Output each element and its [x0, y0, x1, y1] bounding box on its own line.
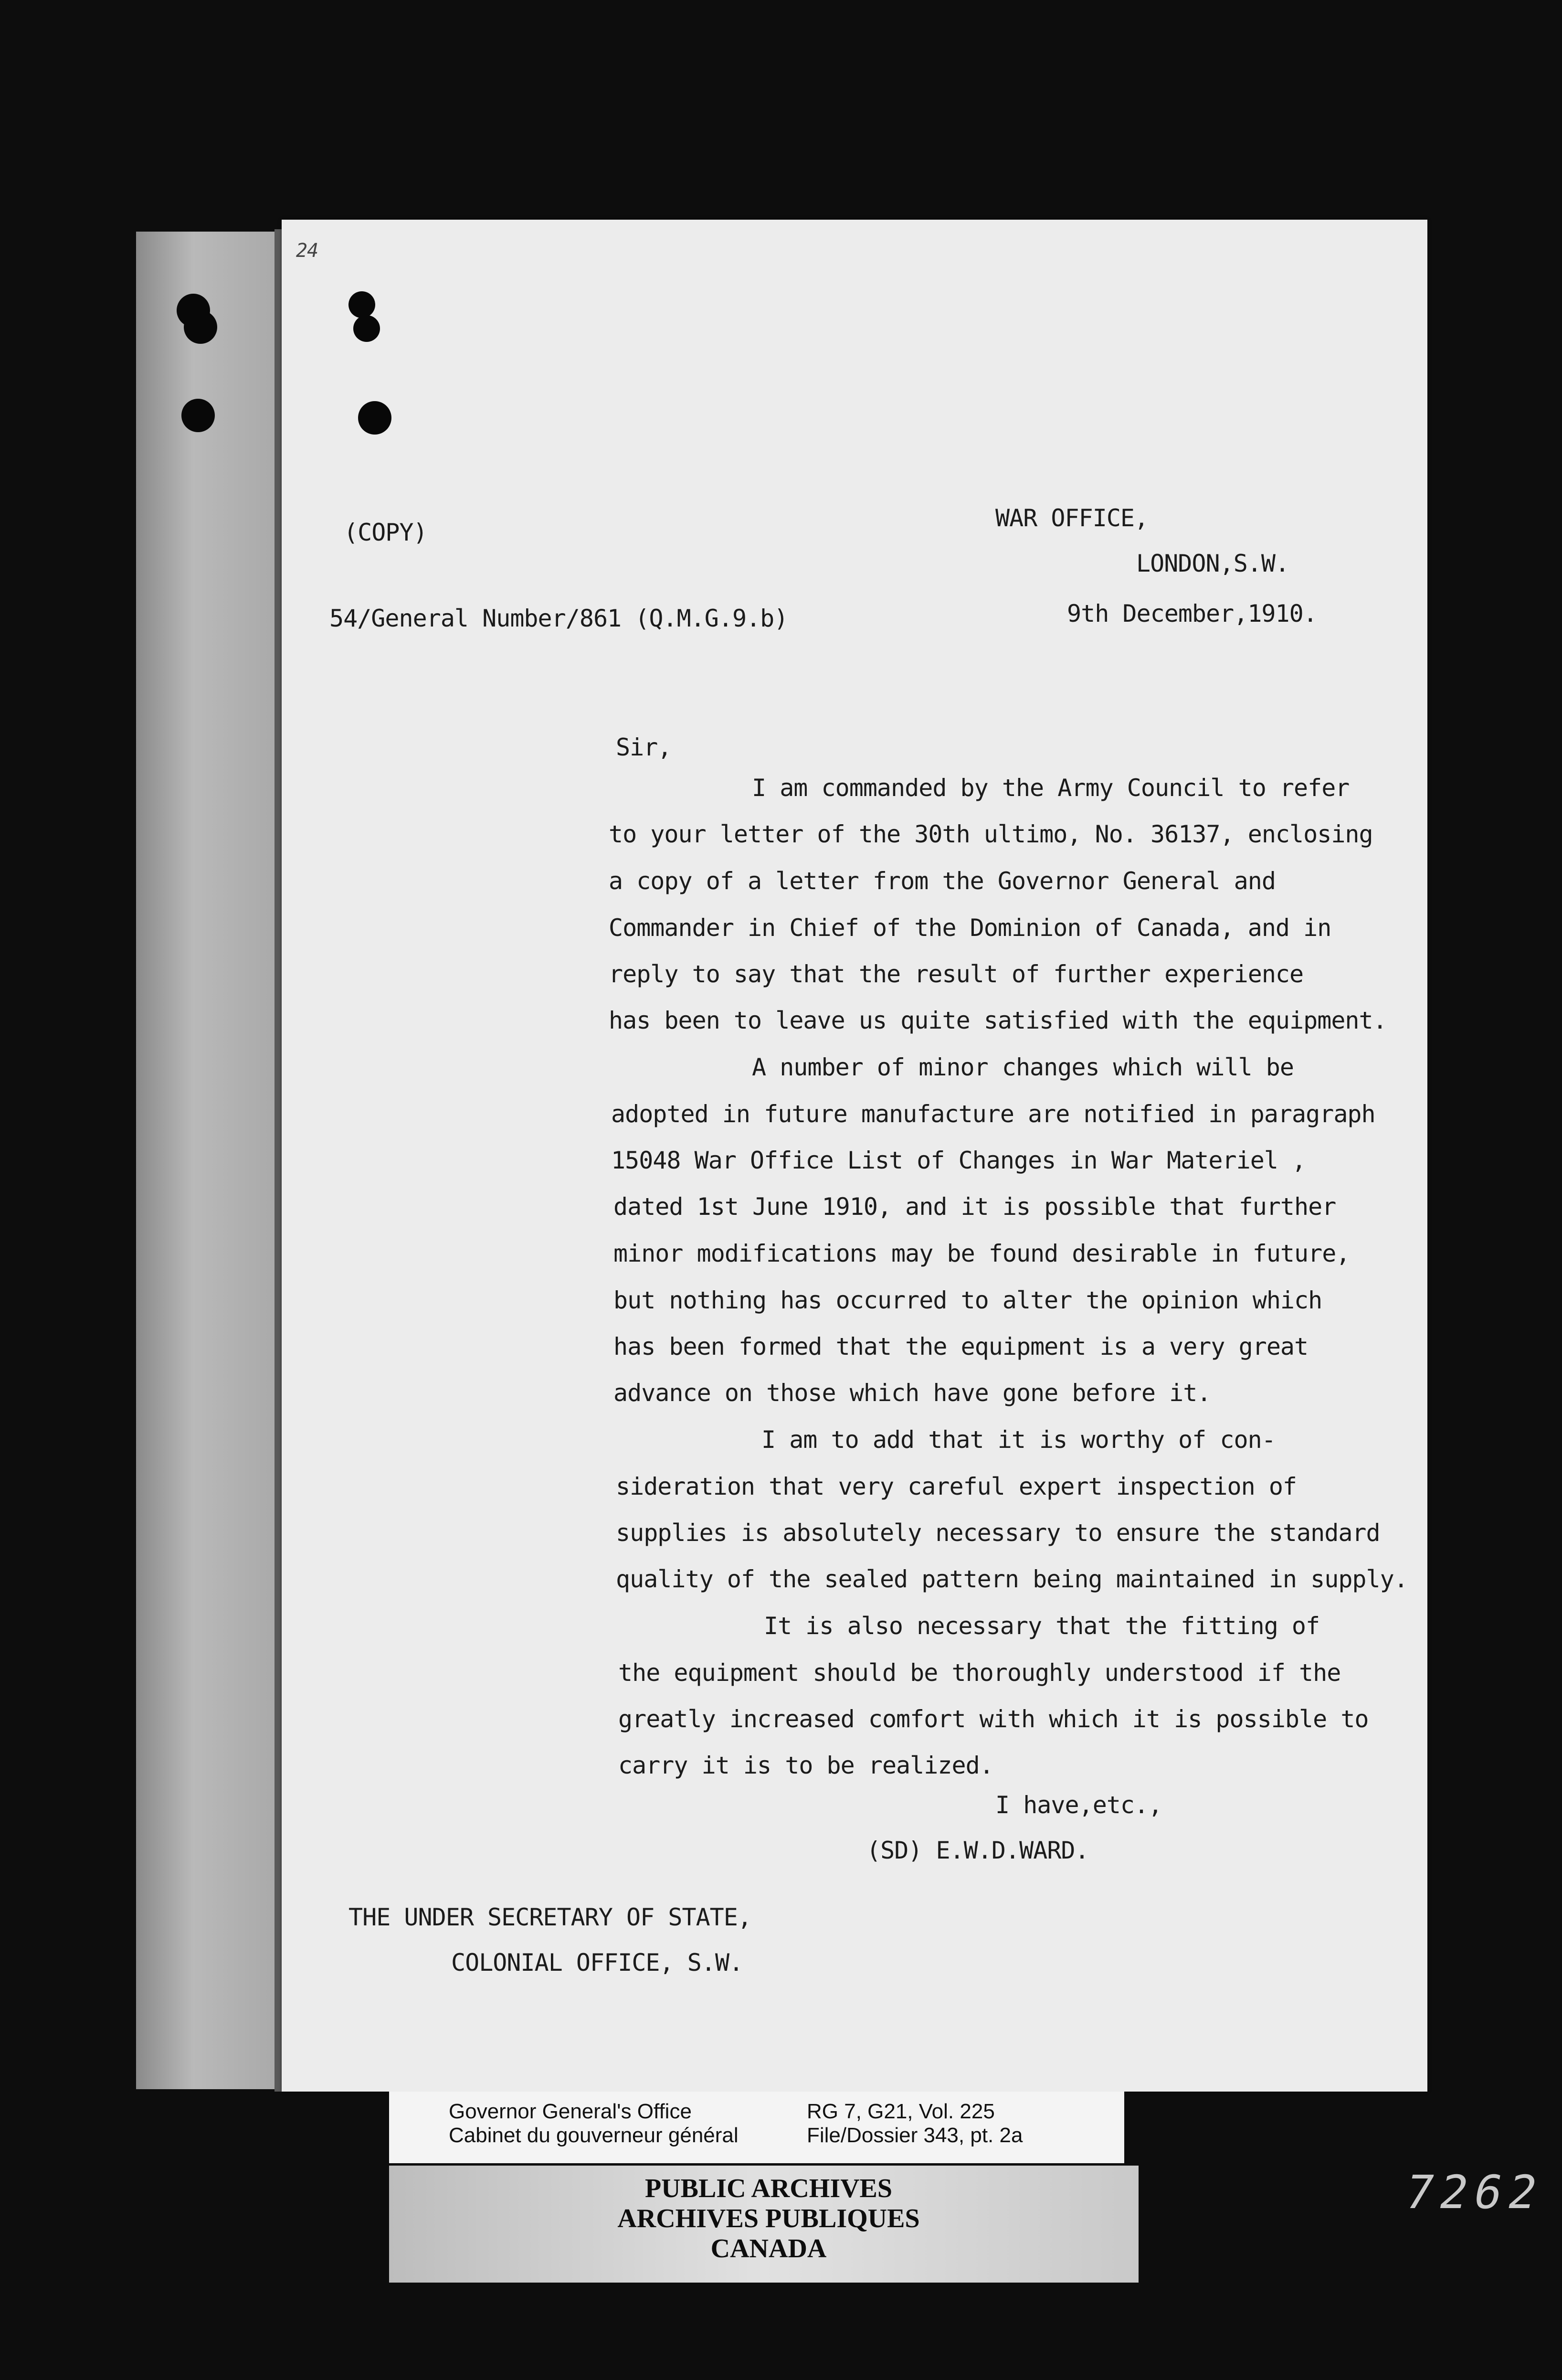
- stamp-line-2: ARCHIVES PUBLIQUES: [617, 2204, 920, 2233]
- label-reference: RG 7, G21, Vol. 225: [807, 2100, 995, 2123]
- body-line: A number of minor changes which will be: [752, 1053, 1294, 1081]
- body-line: but nothing has occurred to alter the opinion which: [613, 1286, 1322, 1314]
- signature: (SD) E.W.D.WARD.: [866, 1837, 1089, 1864]
- body-line: I am commanded by the Army Council to refer: [752, 774, 1350, 802]
- body-line: to your letter of the 30th ultimo, No. 36137, enclosing: [609, 820, 1373, 848]
- body-line: carry it is to be realized.: [618, 1752, 993, 1779]
- stamp-line-3: CANADA: [710, 2234, 827, 2263]
- addressee-line-1: THE UNDER SECRETARY OF STATE,: [348, 1903, 751, 1931]
- folio-annotation: 24: [296, 240, 318, 262]
- letter-page: [282, 220, 1427, 2092]
- body-line: adopted in future manufacture are notified in paragraph: [611, 1100, 1375, 1128]
- punch-hole: [353, 315, 380, 342]
- body-line: advance on those which have gone before it.: [613, 1379, 1211, 1407]
- body-line: quality of the sealed pattern being maintained in supply.: [616, 1565, 1408, 1593]
- body-line: It is also necessary that the fitting of: [764, 1612, 1320, 1640]
- punch-hole: [348, 291, 375, 318]
- body-line: 15048 War Office List of Changes in War Materiel ,: [611, 1147, 1306, 1174]
- body-line: has been to leave us quite satisfied with the equipment.: [609, 1007, 1387, 1034]
- body-line: greatly increased comfort with which it is possible to: [618, 1705, 1369, 1733]
- reference-number: 54/General Number/861 (Q.M.G.9.b): [329, 605, 788, 632]
- sender-city: LONDON,S.W.: [1136, 550, 1289, 577]
- punch-hole: [181, 399, 215, 432]
- copy-mark: (COPY): [344, 519, 427, 546]
- body-line: I am to add that it is worthy of con-: [761, 1426, 1276, 1454]
- label-office-en: Governor General's Office: [449, 2100, 692, 2123]
- body-line: sideration that very careful expert inspection of: [616, 1473, 1297, 1500]
- backing-strip-edge: [274, 229, 282, 2092]
- punch-hole: [184, 310, 217, 344]
- label-office-fr: Cabinet du gouverneur général: [449, 2124, 739, 2147]
- letter-date: 9th December,1910.: [1067, 600, 1317, 627]
- closing: I have,etc.,: [995, 1791, 1162, 1819]
- frame-number: 7262: [1400, 2166, 1549, 2219]
- body-line: Commander in Chief of the Dominion of Canada, and in: [609, 914, 1331, 942]
- label-file: File/Dossier 343, pt. 2a: [807, 2124, 1023, 2147]
- body-line: a copy of a letter from the Governor General and: [609, 867, 1276, 895]
- body-line: has been formed that the equipment is a very great: [613, 1333, 1309, 1360]
- body-line: supplies is absolutely necessary to ensure the standard: [616, 1519, 1380, 1547]
- body-line: dated 1st June 1910, and it is possible that further: [613, 1193, 1336, 1221]
- body-line: reply to say that the result of further experience: [609, 960, 1304, 988]
- backing-strip: [136, 232, 279, 2089]
- stamp-line-1: PUBLIC ARCHIVES: [644, 2174, 893, 2203]
- salutation: Sir,: [616, 733, 672, 761]
- body-line: minor modifications may be found desirable in future,: [613, 1240, 1350, 1267]
- sender-office: WAR OFFICE,: [995, 504, 1149, 532]
- addressee-line-2: COLONIAL OFFICE, S.W.: [451, 1949, 743, 1976]
- body-line: the equipment should be thoroughly understood if the: [618, 1659, 1341, 1687]
- punch-hole: [358, 401, 391, 435]
